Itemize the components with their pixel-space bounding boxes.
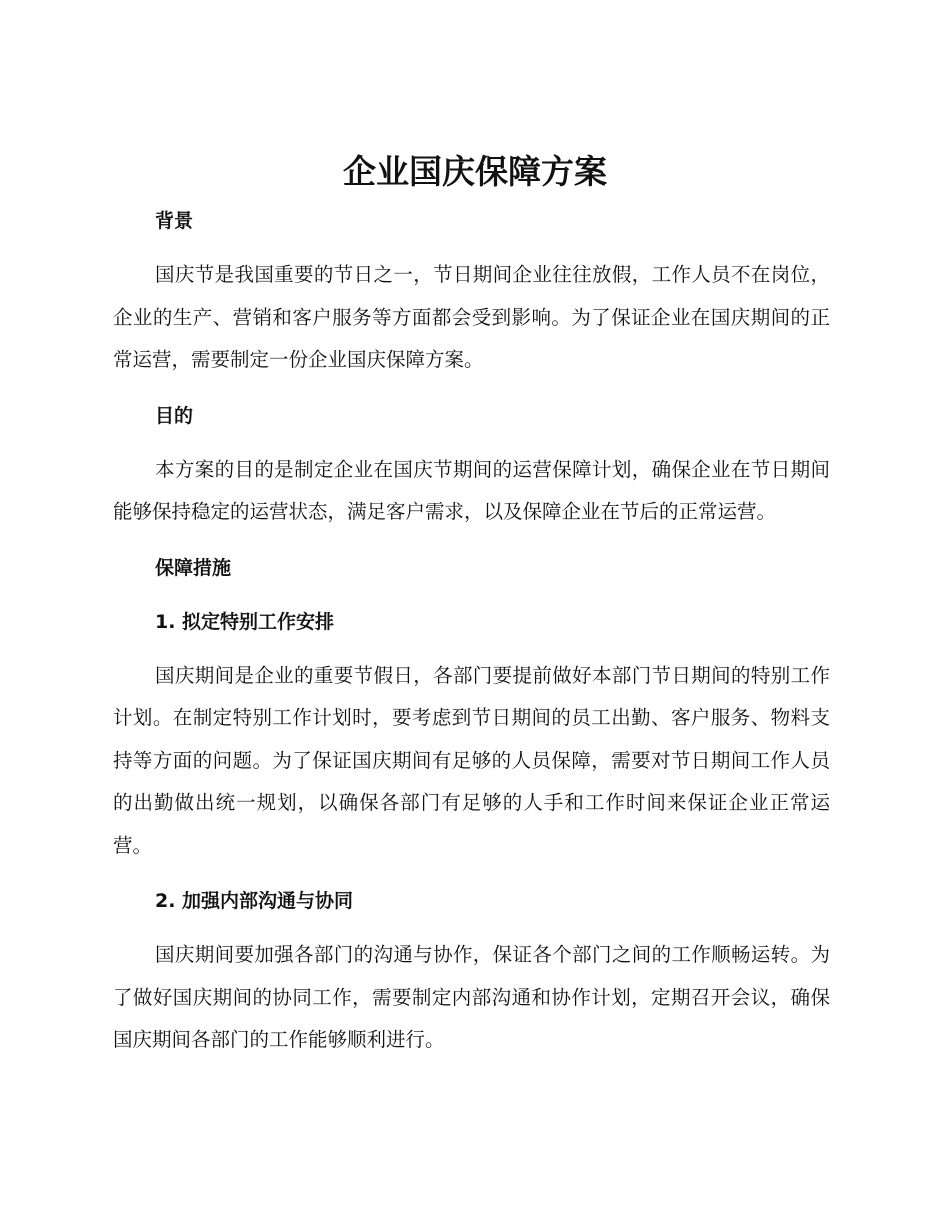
document-body <box>113 205 830 1062</box>
measure-heading-2: 2. 加强内部沟通与协同 <box>155 890 354 912</box>
section-text-purpose: 本方案的目的是制定企业在国庆节期间的运营保障计划，确保企业在节日期间能够保持稳定的运营状态，满足客户需求，以及保障企业在节后的正常运营。 <box>113 457 830 523</box>
section-text-background: 国庆节是我国重要的节日之一，节日期间企业往往放假，工作人员不在岗位，企业的生产、营销和客户服务等方面都会受到影响。为了保证企业在国庆期间的正常运营，需要制定一份企业国庆保障方案。 <box>113 263 830 371</box>
section-heading-background: 背景 <box>155 210 194 232</box>
measure-text-2: 国庆期间要加强各部门的沟通与协作，保证各个部门之间的工作顺畅运转。为了做好国庆期间的协同工作，需要制定内部沟通和协作计划，定期召开会议，确保国庆期间各部门的工作能够顺利进行。 <box>113 943 830 1051</box>
section-heading-purpose: 目的 <box>155 404 194 427</box>
document-title: 企业国庆保障方案 <box>343 152 607 191</box>
section-heading-measures: 保障措施 <box>155 556 232 579</box>
measure-heading-1: 1. 拟定特别工作安排 <box>155 610 335 633</box>
measure-text-1: 国庆期间是企业的重要节假日，各部门要提前做好本部门节日期间的特别工作计划。在制定特别工作计划时，要考虑到节日期间的员工出勤、客户服务、物料支持等方面的问题。为了保证国庆期间有足够的人员保障，需要对节日期间工作人员的出勤做出统一规划，以确保各部门有足够的人手和工作时间来保证企业正常运营。 <box>113 663 830 857</box>
